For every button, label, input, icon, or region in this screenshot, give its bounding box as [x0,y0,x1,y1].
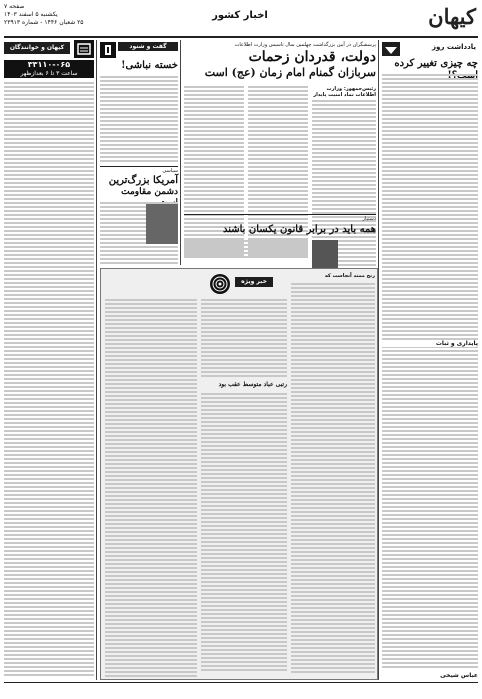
footer-signature: عباس شیخی [440,672,478,679]
editorial-body [382,74,478,669]
mid-headline-line-2: دشمن مقاومت [121,187,178,197]
conversation-tag: گفت و شنود [118,42,178,51]
second-story-rule [184,214,376,215]
newspaper-logo: کیهان [428,4,476,29]
mid-photo [146,204,178,244]
page-number: صفحه ۷ [4,3,25,10]
special-body-mid [201,299,287,379]
left-divider [96,40,97,680]
editorial-column [382,40,478,680]
date-line-2: ۲۵ شعبان ۱۴۴۶ - شماره ۲۳۹۱۳ [4,19,84,26]
editorial-logo-icon [382,42,400,56]
conversation-box [100,40,178,166]
column-divider [378,40,379,680]
reader-icon [74,40,94,58]
author-photo [312,240,338,270]
special-mid-headline: رتبی عباد متوسط عقب بود [218,381,287,388]
conversation-icon [100,42,116,58]
mid-kicker: سیاسی [162,168,178,174]
special-box [100,268,378,680]
reader-body [4,82,94,678]
bottom-rule [4,682,478,683]
masthead [0,0,482,40]
reader-phone: ۳۳۱۱۰-۰۶۵ [4,60,94,70]
special-body-right [291,283,375,677]
masthead-rule [4,36,478,38]
editorial-subhead: پایداری و ثبات [382,340,478,347]
second-headline: همه باید در برابر قانون یکسان باشند [222,224,376,235]
editorial-headline: چه چیزی تغییر کرده [394,58,478,69]
reader-hours: ساعت ۳ تا ۶ بعدازظهر [4,70,94,78]
conv-divider [180,40,181,265]
special-body-mid-2 [201,393,287,677]
main-headline-line-2: سربازان گمنام امام زمان (عج) است [204,66,376,79]
special-body-left [105,299,197,677]
section-title: اخبار کشور [212,10,268,21]
reader-panel [4,40,94,680]
conversation-body [100,76,178,164]
special-box-icon [209,273,231,295]
second-kicker: دستیار [362,216,376,222]
date-line-1: یکشنبه ۵ اسفند ۱۴۰۳ [4,11,58,18]
reader-tag: کیهان و خوانندگان [4,42,70,54]
editorial-tag: یادداشت روز [432,43,476,51]
mid-story-rule [100,166,178,167]
main-lead: رئیس‌جمهور: وزارت اطلاعات نماد امنیت پایدار [313,86,376,98]
special-right-kicker: رنج ممتد آنجاست که [324,273,375,279]
conversation-headline: خسته نباشی! [121,60,178,71]
main-kicker: پرسشگران در آیین بزرگداشت چهلمین سال تاسیس وزارت اطلاعات [234,42,376,48]
special-box-tag: خبر ویژه [235,277,273,287]
mid-headline-line-1: آمریکا بزرگ‌ترین [108,175,178,186]
main-headline-line-1: دولت، قدردان زحمات [248,49,376,65]
second-body-left [184,240,308,260]
